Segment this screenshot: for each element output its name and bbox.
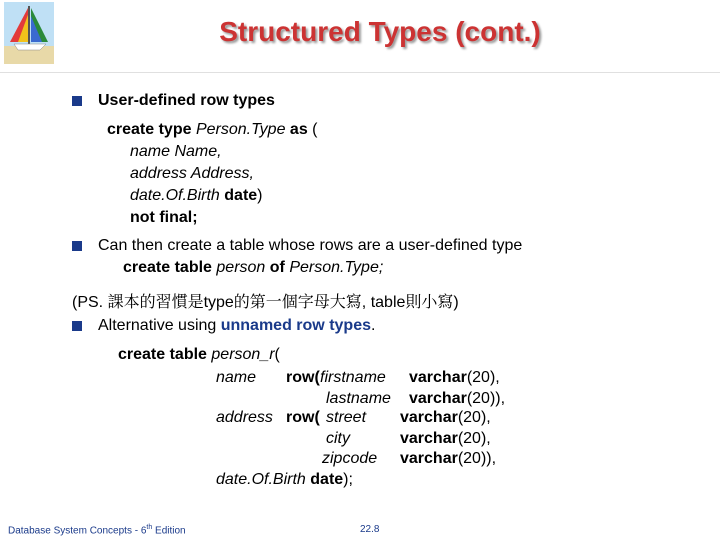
bullet-marker: [72, 96, 82, 106]
code3-address: address: [216, 409, 273, 426]
code3-dob: date.Of.Birth date);: [216, 471, 353, 488]
code3-row-keyword-2: row(: [286, 409, 320, 426]
code3-firstname: firstname: [320, 369, 386, 386]
footer-page-number: 22.8: [360, 524, 380, 535]
code3-street-type: varchar(20),: [400, 409, 491, 426]
code1-line5: not final;: [130, 209, 198, 226]
code3-name: name: [216, 369, 257, 386]
code1-line1: create type Person.Type as (: [107, 121, 318, 138]
code3-lastname-type: varchar(20)),: [409, 390, 506, 407]
ps-note: (PS. 課本的習慣是type的第一個字母大寫, table則小寫): [72, 294, 459, 311]
code3-city-type: varchar(20),: [400, 430, 491, 447]
code3-row-keyword: row(: [286, 369, 320, 386]
code1-line3: address Address,: [130, 165, 254, 182]
code3-firstname-type: varchar(20),: [409, 369, 500, 386]
sailboat-logo-icon: [4, 2, 54, 64]
code1-line2: name Name,: [130, 143, 222, 160]
code3-zipcode-type: varchar(20)),: [400, 450, 497, 467]
code3-street: street: [326, 409, 367, 426]
code3-city: city: [326, 430, 350, 447]
title-divider: [0, 72, 720, 73]
bullet-create-table-rows: Can then create a table whose rows are a user-defined type: [98, 237, 523, 254]
bullet-user-defined-row-types: User-defined row types: [98, 92, 275, 109]
code1-line4: date.Of.Birth date): [130, 187, 263, 204]
bullet-marker: [72, 321, 82, 331]
bullet-marker: [72, 241, 82, 251]
code2-line: create table person of Person.Type;: [123, 259, 384, 276]
bullet-unnamed-row-types: Alternative using unnamed row types.: [98, 317, 376, 334]
code3-lastname: lastname: [326, 390, 391, 407]
code3-line1: create table person_r(: [118, 346, 280, 363]
footer-book-title: Database System Concepts - 6th Edition: [8, 524, 186, 537]
slide-title: Structured Types (cont.): [219, 16, 541, 47]
code3-zipcode: zipcode: [322, 450, 378, 467]
